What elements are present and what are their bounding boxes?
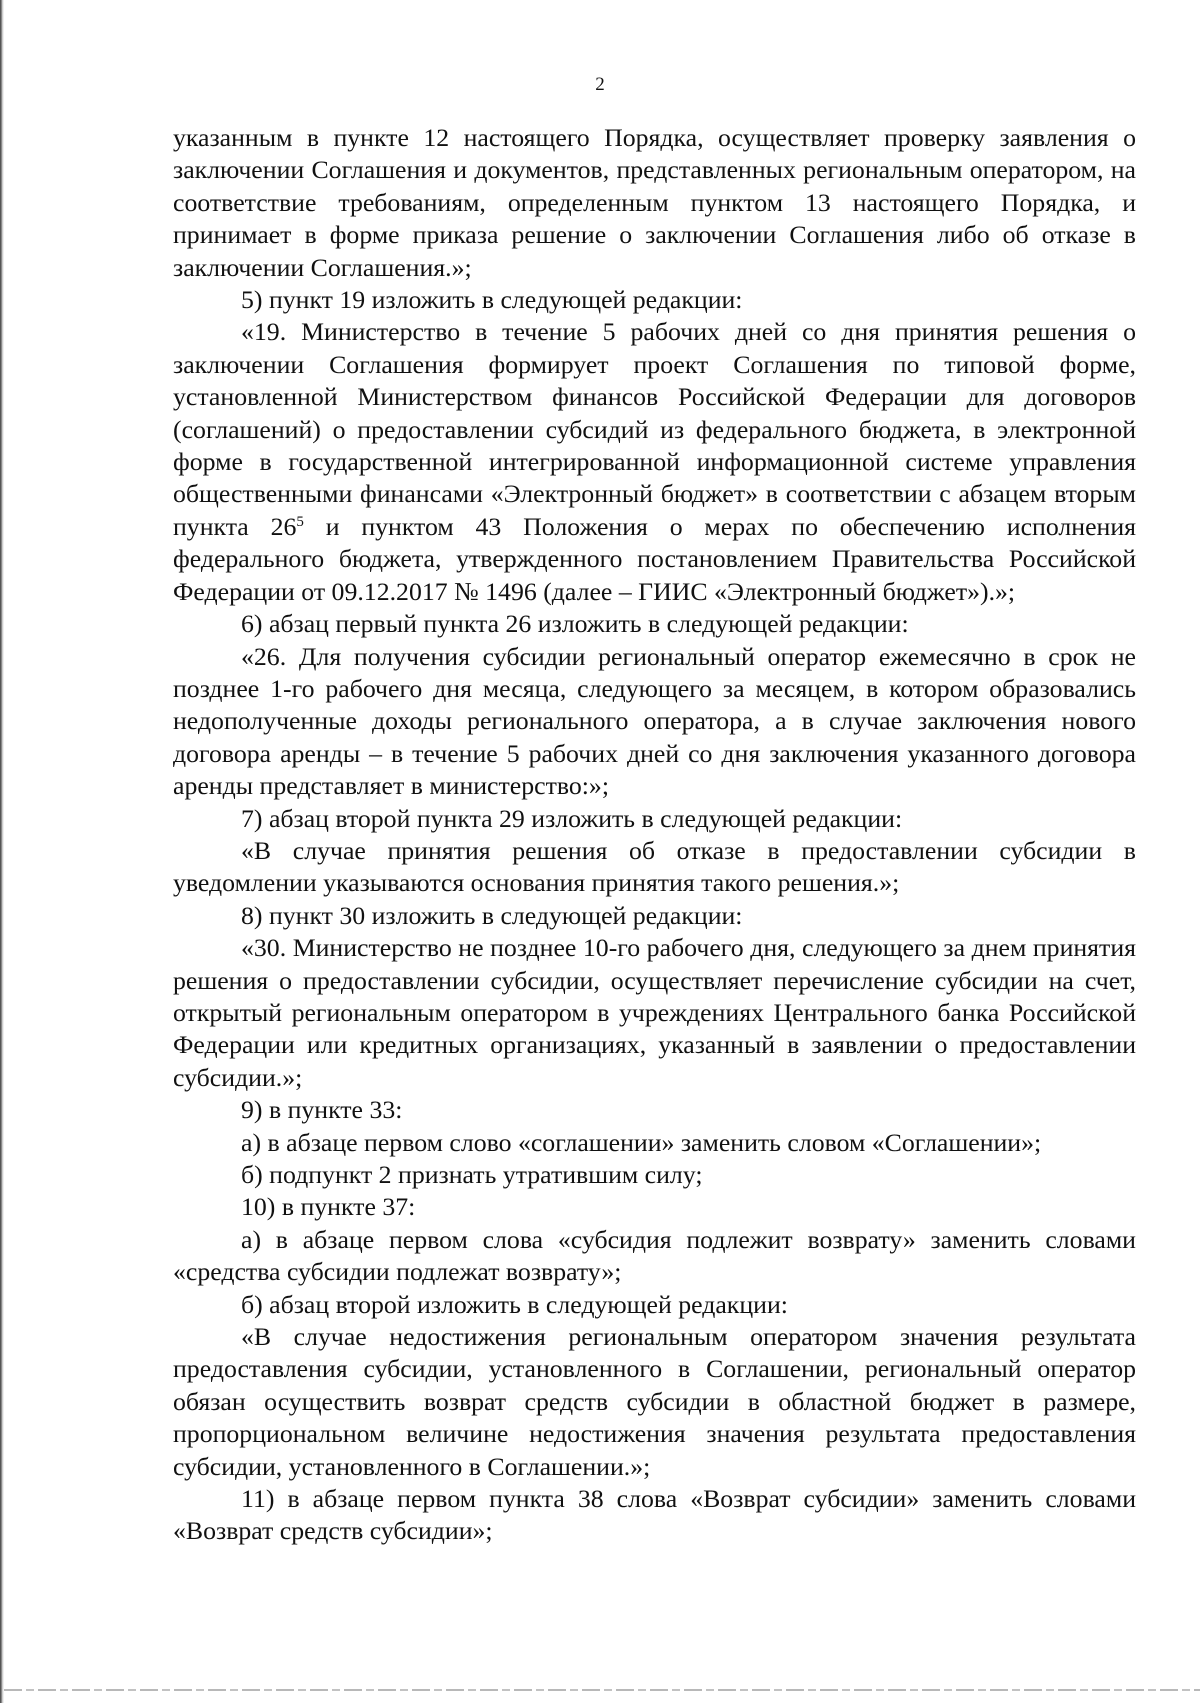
scan-bottom-edge: [4, 1689, 1200, 1691]
clause-19-text-a: «19. Министерство в течение 5 рабочих дней со дня принятия решения о заключении Соглашения формирует проект Соглашения по типовой форме, установленной Министерством финансов Российской Федерации для договоров (соглашений) о предоставлении субсидий из федерального бюджета, в электронной форме в государственной интегрированной информационной системе управления общественными финансами «Электронный бюджет» в соответствии с абзацем вторым пункта 26: [173, 317, 1136, 541]
paragraph-item-10a: а) в абзаце первом слова «субсидия подлежит возврату» заменить словами «средства субсидии подлежат возврату»;: [173, 1224, 1136, 1287]
paragraph-continuation: указанным в пункте 12 настоящего Порядка, осуществляет проверку заявления о заключении Соглашения и документов, представленных региональным оператором, на соответствие требованиям, определенным пунктом 13 настоящего Порядка, и принимает в форме приказа решение о заключении Соглашения либо об отказе в заключении Соглашения.»;: [173, 123, 1136, 282]
paragraph-item-9b: б) подпункт 2 признать утратившим силу;: [241, 1160, 703, 1189]
paragraph-item-10: 10) в пункте 37:: [241, 1192, 416, 1222]
scan-left-edge: [0, 0, 4, 1703]
clause-19-text-b: и пунктом 43 Положения о мерах по обеспечению исполнения федерального бюджета, утвержденного постановлением Правительства Российской Федерации от 09.12.2017 № 1496 (далее – ГИИС «Электронный бюджет»).»;: [173, 511, 1136, 606]
paragraph-clause-30: «30. Министерство не позднее 10-го рабочего дня, следующего за днем принятия решения о предоставлении субсидии, осуществляет перечисление субсидии на счет, открытый региональным оператором в учреждениях Центрального банка Российской Федерации или кредитных организациях, указанный в заявлении о предоставлении субсидии.»;: [173, 933, 1136, 1092]
paragraph-item-6: 6) абзац первый пункта 26 изложить в следующей редакции:: [241, 609, 909, 639]
paragraph-item-5: 5) пункт 19 изложить в следующей редакции:: [241, 285, 743, 315]
paragraph-item-9: 9) в пункте 33:: [241, 1095, 403, 1125]
document-body: [173, 122, 1136, 1548]
paragraph-clause-19: [173, 316, 1136, 608]
paragraph-clause-26: «26. Для получения субсидии региональный оператор ежемесячно в срок не позднее 1-го рабочего дня месяца, следующего за месяцем, в котором образовались недополученные доходы регионального оператора, а в случае заключения нового договора аренды – в течение 5 рабочих дней со дня заключения указанного договора аренды представляет в министерство:»;: [173, 641, 1136, 801]
paragraph-item-10b: б) абзац второй изложить в следующей редакции:: [241, 1289, 788, 1319]
paragraph-clause-29: «В случае принятия решения об отказе в предоставлении субсидии в уведомлении указываются основания принятия такого решения.»;: [173, 835, 1136, 898]
paragraph-item-8: 8) пункт 30 изложить в следующей редакции:: [241, 900, 743, 930]
paragraph-item-7: 7) абзац второй пункта 29 изложить в следующей редакции:: [241, 803, 903, 833]
paragraph-clause-37: «В случае недостижения региональным оператором значения результата предоставления субсидии, установленного в Соглашении, региональный оператор обязан осуществить возврат средств субсидии в областной бюджет в размере, пропорциональном величине недостижения значения результата предоставления субсидии, установленного в Соглашении.»;: [173, 1322, 1136, 1481]
paragraph-item-9a: а) в абзаце первом слово «соглашении» заменить словом «Соглашении»;: [241, 1127, 1042, 1157]
clause-19-superscript: 5: [296, 513, 304, 530]
page-number: 2: [595, 74, 605, 95]
paragraph-item-11: 11) в абзаце первом пункта 38 слова «Возврат субсидии» заменить словами «Возврат средств субсидии»;: [173, 1484, 1136, 1546]
